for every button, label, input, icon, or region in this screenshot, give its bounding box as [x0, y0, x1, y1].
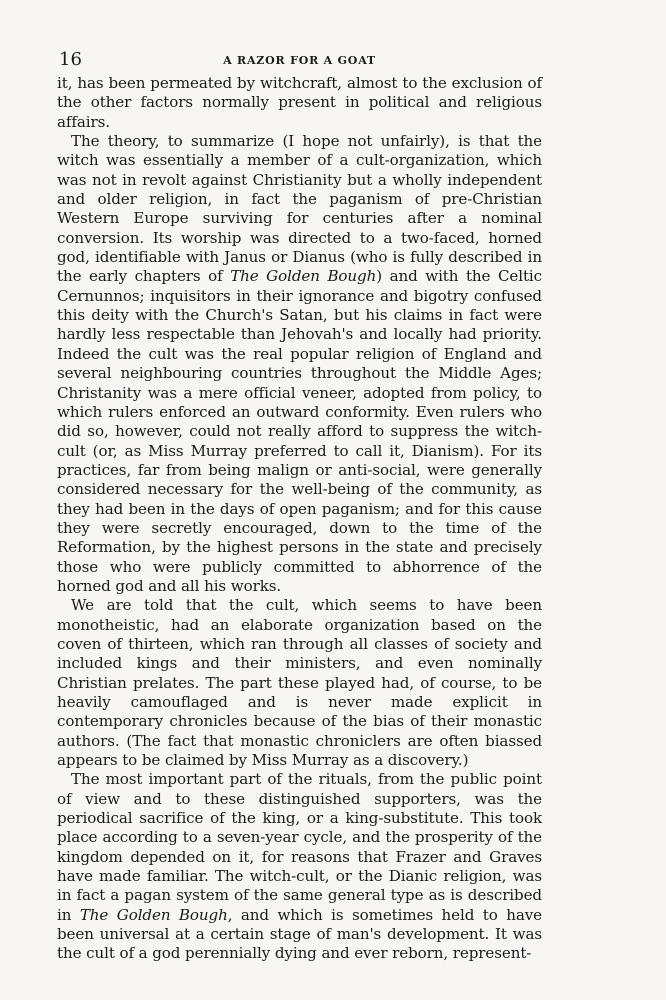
paragraph — [57, 770, 542, 963]
text-run: ) and with the Celtic Cernunnos; inquisitors in their ignorance and bigotry confused this deity with the Church's Satan, but his claims in fact were hardly less respectable than Jehovah's and locally had priority. Indeed the cult was the real popular religion of England and several neighbouring countries throughout the Middle Ages; Christanity was a mere official veneer, adopted from policy, to which rulers enforced an outward conformity. Even rulers who did so, however, could not really afford to suppress the witch-cult (or, as Miss Murray preferred to call it, Dianism). For its practices, far from being malign or anti-social, were generally considered necessary for the well-being of the community, as they had been in the days of open paganism; and for this cause they were secretly encouraged, down to the time of the Reformation, by the highest persons in the state and precisely those who were publicly committed to abhorrence of the horned god and all his works. — [57, 267, 542, 595]
running-title: A RAZOR FOR A GOAT — [223, 54, 376, 67]
text-run: The most important part of the rituals, from the public point of view and to these distinguished supporters, was the periodical sacrifice of the king, or a king-substitute. This took place according to a seven-year cycle, and the prosperity of the kingdom depended on it, for reasons that Frazer and Graves have made familiar. The witch-cult, or the Dianic religion, was in fact a pagan system of the same general type as is described in — [57, 770, 542, 924]
text-run: it, has been permeated by witchcraft, almost to the exclusion of the other factors normally present in political and religious affairs. — [57, 74, 542, 131]
paragraph — [57, 596, 542, 770]
body-text — [57, 74, 542, 964]
paragraph — [57, 132, 542, 596]
text-run: The theory, to summarize (I hope not unfairly), is that the witch was essentially a member of a cult-organization, which was not in revolt against Christianity but a wholly independent and older religion, in fact the paganism of pre-Christian Western Europe surviving for centuries after a nominal conversion. Its worship was directed to a two-faced, horned god, identifiable with Janus or Dianus (who is fully described in the early chapters of — [57, 132, 542, 286]
book-title-italic: The Golden Bough — [230, 267, 377, 286]
book-page — [57, 50, 542, 964]
page-header — [57, 50, 542, 74]
text-run: We are told that the cult, which seems to have been monotheistic, had an elaborate organization based on the coven of thirteen, which ran through all classes of society and included kings and their ministers, and even nominally Christian prelates. The part these played had, of course, to be heavily camouflaged and is never made explicit in contemporary chronicles because of the bias of their monastic authors. (The fact that monastic chroniclers are often biassed appears to be claimed by Miss Murray as a discovery.) — [57, 596, 542, 770]
page-number: 16 — [59, 49, 82, 70]
book-title-italic: The Golden Bough — [79, 905, 228, 924]
text-run: , and which is sometimes held to have been universal at a certain stage of man's development. It was the cult of a god perennially dying and ever reborn, represent- — [57, 905, 542, 963]
paragraph — [57, 74, 542, 132]
